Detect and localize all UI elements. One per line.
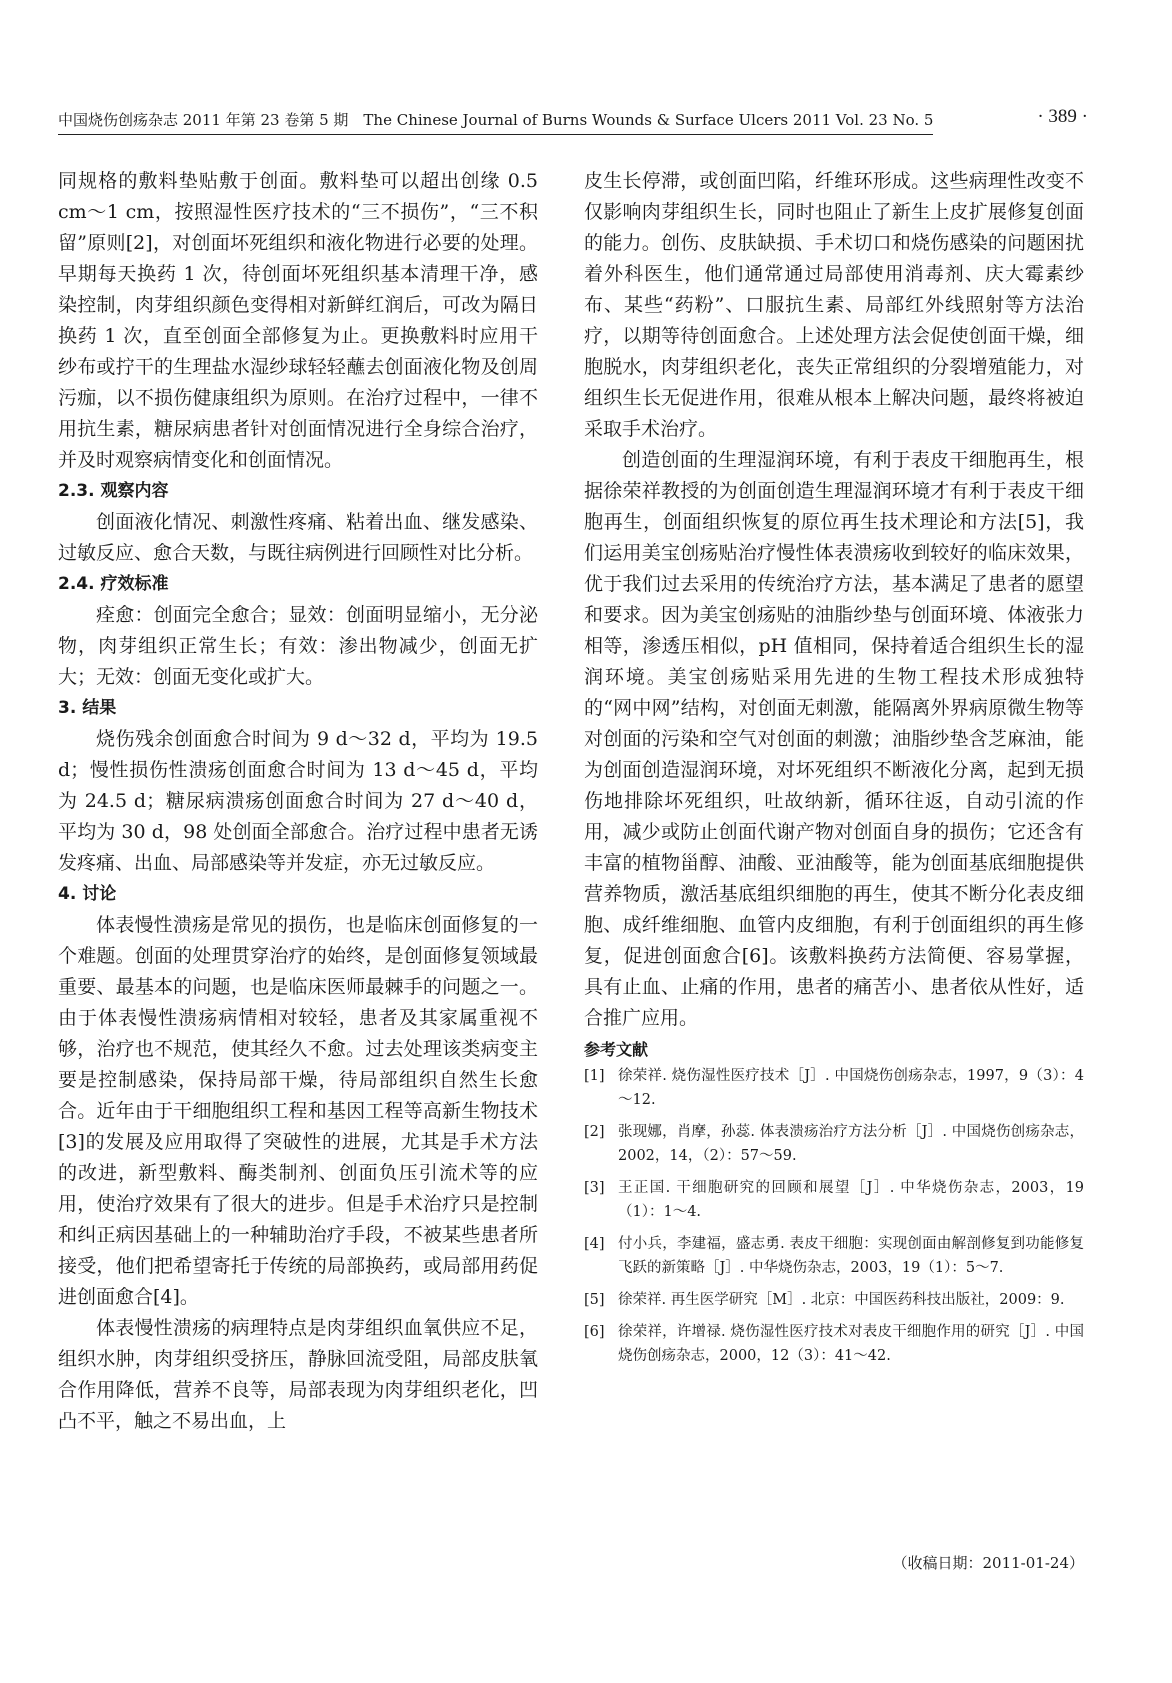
- section-heading-3: 3. 结果: [58, 698, 117, 718]
- header-rule: [58, 134, 933, 135]
- reference-number: [6]: [584, 1324, 605, 1340]
- reference-item: [584, 1232, 1084, 1280]
- received-date: （收稿日期：2011-01-24）: [892, 1554, 1084, 1572]
- reference-number: [1]: [584, 1068, 605, 1084]
- journal-title: 中国烧伤创疡杂志 2011 年第 23 卷第 5 期 The Chinese Journal of Burns Wounds & Surface Ulcers 2011 Vol. 23 No. 5: [58, 111, 934, 129]
- reference-text: 徐荣祥. 烧伤湿性医疗技术［J］. 中国烧伤创疡杂志，1997，9（3）：4～12.: [618, 1068, 1084, 1108]
- right-column: [584, 166, 1084, 1376]
- paragraph: 痊愈：创面完全愈合；显效：创面明显缩小，无分泌物，肉芽组织正常生长；有效：渗出物减少，创面无扩大；无效：创面无变化或扩大。: [58, 604, 538, 688]
- paragraph: 皮生长停滞，或创面凹陷，纤维环形成。这些病理性改变不仅影响肉芽组织生长，同时也阻止了新生上皮扩展修复创面的能力。创伤、皮肤缺损、手术切口和烧伤感染的问题困扰着外科医生，他们通常通过局部使用消毒剂、庆大霉素纱布、某些“药粉”、口服抗生素、局部红外线照射等方法治疗，以期等待创面愈合。上述处理方法会促使创面干燥，细胞脱水，肉芽组织老化，丧失正常组织的分裂增殖能力，对组织生长无促进作用，很难从根本上解决问题，最终将被迫采取手术治疗。: [584, 170, 1084, 440]
- reference-item: [584, 1176, 1084, 1224]
- reference-text: 付小兵，李建福，盛志勇. 表皮干细胞：实现创面由解剖修复到功能修复飞跃的新策略［J］. 中华烧伤杂志，2003，19（1）：5～7.: [618, 1236, 1084, 1276]
- left-column: [58, 166, 538, 1437]
- section-heading-2-3: 2.3. 观察内容: [58, 481, 169, 501]
- paragraph: 烧伤残余创面愈合时间为 9 d～32 d，平均为 19.5 d；慢性损伤性溃疡创面愈合时间为 13 d～45 d，平均为 24.5 d；糖尿病溃疡创面愈合时间为 27 d～40 d，平均为 30 d，98 处创面全部愈合。治疗过程中患者无诱发疼痛、出血、局部感染等并发症，亦无过敏反应。: [58, 728, 538, 874]
- reference-number: [3]: [584, 1180, 605, 1196]
- reference-item: [584, 1320, 1084, 1368]
- reference-text: 徐荣祥，许增禄. 烧伤湿性医疗技术对表皮干细胞作用的研究［J］. 中国烧伤创疡杂志，2000，12（3）：41～42.: [618, 1324, 1084, 1364]
- reference-number: [4]: [584, 1236, 605, 1252]
- section-heading-4: 4. 讨论: [58, 884, 117, 904]
- reference-item: [584, 1064, 1084, 1112]
- references-heading: 参考文献: [584, 1040, 649, 1059]
- page-number: · 389 ·: [1037, 106, 1088, 127]
- reference-number: [5]: [584, 1292, 605, 1308]
- reference-text: 徐荣祥. 再生医学研究［M］. 北京：中国医药科技出版社，2009：9.: [618, 1292, 1065, 1308]
- journal-header: [58, 108, 933, 132]
- running-header: [58, 108, 1088, 148]
- reference-number: [2]: [584, 1124, 605, 1140]
- reference-item: [584, 1288, 1084, 1312]
- paragraph: 体表慢性溃疡是常见的损伤，也是临床创面修复的一个难题。创面的处理贯穿治疗的始终，是创面修复领域最重要、最基本的问题，也是临床医师最棘手的问题之一。由于体表慢性溃疡病情相对较轻，患者及其家属重视不够，治疗也不规范，使其经久不愈。过去处理该类病变主要是控制感染，保持局部干燥，待局部组织自然生长愈合。近年由于干细胞组织工程和基因工程等高新生物技术[3]的发展及应用取得了突破性的进展，尤其是手术方法的改进，新型敷料、酶类制剂、创面负压引流术等的应用，使治疗效果有了很大的进步。但是手术治疗只是控制和纠正病因基础上的一种辅助治疗手段，不被某些患者所接受，他们把希望寄托于传统的局部换药，或局部用药促进创面愈合[4]。: [58, 914, 538, 1308]
- paragraph: 创造创面的生理湿润环境，有利于表皮干细胞再生，根据徐荣祥教授的为创面创造生理湿润环境才有利于表皮干细胞再生，创面组织恢复的原位再生技术理论和方法[5]，我们运用美宝创疡贴治疗慢性体表溃疡收到较好的临床效果，优于我们过去采用的传统治疗方法，基本满足了患者的愿望和要求。因为美宝创疡贴的油脂纱垫与创面环境、体液张力相等，渗透压相似，pH 值相同，保持着适合组织生长的湿润环境。美宝创疡贴采用先进的生物工程技术形成独特的“网中网”结构，对创面无刺激，能隔离外界病原微生物等对创面的污染和空气对创面的刺激；油脂纱垫含芝麻油，能为创面创造湿润环境，对坏死组织不断液化分离，起到无损伤地排除坏死组织，吐故纳新，循环往返，自动引流的作用，减少或防止创面代谢产物对创面自身的损伤；它还含有丰富的植物甾醇、油酸、亚油酸等，能为创面基底细胞提供营养物质，激活基底组织细胞的再生，使其不断分化表皮细胞、成纤维细胞、血管内皮细胞，有利于创面组织的再生修复，促进创面愈合[6]。该敷料换药方法简便、容易掌握，具有止血、止痛的作用，患者的痛苦小、患者依从性好，适合推广应用。: [584, 449, 1084, 1029]
- paragraph: 体表慢性溃疡的病理特点是肉芽组织血氧供应不足，组织水肿，肉芽组织受挤压，静脉回流受阻，局部皮肤氧合作用降低，营养不良等，局部表现为肉芽组织老化，凹凸不平，触之不易出血，上: [58, 1317, 538, 1432]
- section-heading-2-4: 2.4. 疗效标准: [58, 574, 169, 594]
- reference-list: [584, 1064, 1084, 1368]
- paragraph: 创面液化情况、刺激性疼痛、粘着出血、继发感染、过敏反应、愈合天数，与既往病例进行回顾性对比分析。: [58, 511, 538, 564]
- reference-text: 王正国. 干细胞研究的回顾和展望［J］. 中华烧伤杂志，2003，19（1）：1～4.: [618, 1180, 1084, 1220]
- reference-item: [584, 1120, 1084, 1168]
- reference-text: 张现娜，肖摩，孙蕊. 体表溃疡治疗方法分析［J］. 中国烧伤创疡杂志，2002，14，（2）：57～59.: [618, 1124, 1084, 1164]
- paragraph: 同规格的敷料垫贴敷于创面。敷料垫可以超出创缘 0.5 cm～1 cm，按照湿性医疗技术的“三不损伤”，“三不积留”原则[2]，对创面坏死组织和液化物进行必要的处理。早期每天换药 1 次，待创面坏死组织基本清理干净，感染控制，肉芽组织颜色变得相对新鲜红润后，可改为隔日换药 1 次，直至创面全部修复为止。更换敷料时应用干纱布或拧干的生理盐水湿纱球轻轻蘸去创面液化物及创周污痂，以不损伤健康组织为原则。在治疗过程中，一律不用抗生素，糖尿病患者针对创面情况进行全身综合治疗，并及时观察病情变化和创面情况。: [58, 170, 538, 471]
